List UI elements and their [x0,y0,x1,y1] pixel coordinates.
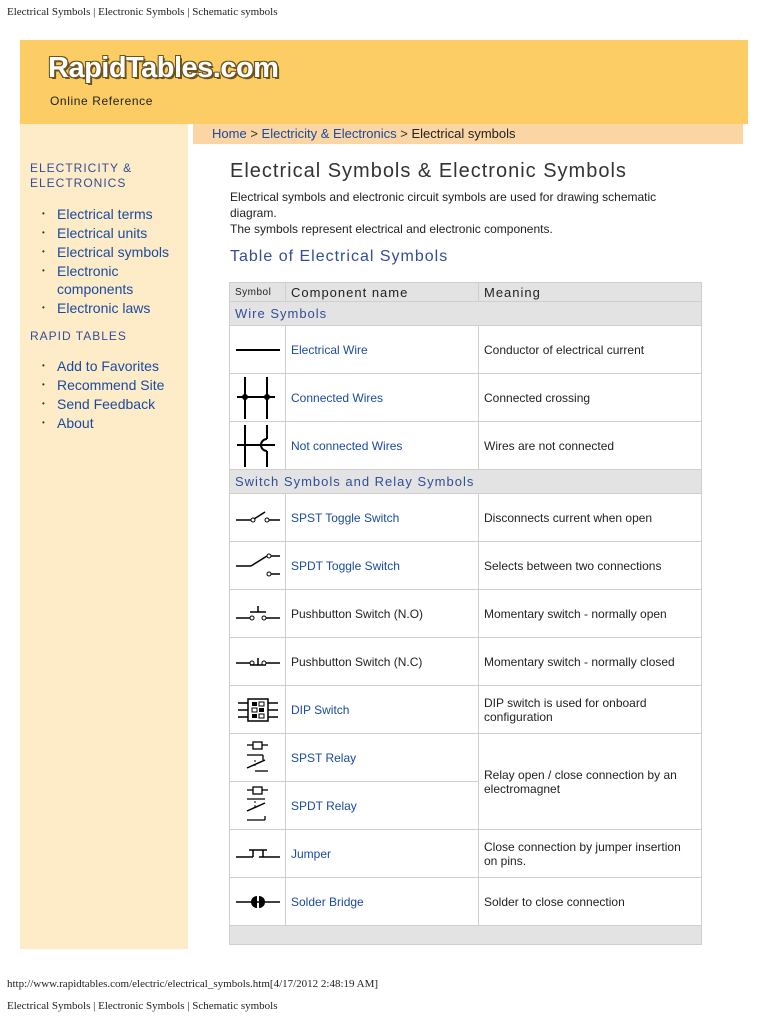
dip-switch-icon [230,686,286,734]
print-footer-url: http://www.rapidtables.com/electric/electrical_symbols.htm[4/17/2012 2:48:19 AM] [7,978,379,990]
component-link-spst-toggle-switch[interactable]: SPST Toggle Switch [291,510,400,525]
component-link-spdt-toggle-switch[interactable]: SPDT Toggle Switch [291,558,400,573]
meaning-cell: Wires are not connected [479,422,702,470]
table-row [230,494,702,542]
meaning-cell: Relay open / close connection by an electromagnet [479,734,702,830]
meaning-cell: Solder to close connection [479,878,702,926]
table-row [230,878,702,926]
spst-toggle-switch-icon [230,494,286,542]
table-title: Table of Electrical Symbols [230,248,449,265]
pushbutton-nc-icon [230,638,286,686]
meaning-cell: Connected crossing [479,374,702,422]
sidebar-heading-rapid-tables: RAPID TABLES [30,329,127,343]
not-connected-wires-icon [230,422,286,470]
intro-line-1: Electrical symbols and electronic circuit symbols are used for drawing schematic diagram. [230,190,657,220]
group-title-switch: Switch Symbols and Relay Symbols [230,470,702,494]
sidebar-list-electricity [30,205,185,318]
component-link-spdt-relay[interactable]: SPDT Relay [291,798,357,813]
sidebar-item-electronic-laws[interactable]: • Electronic laws [30,299,185,317]
sidebar-item-electrical-symbols[interactable]: • Electrical symbols [30,243,185,261]
sidebar-item-recommend-site[interactable]: • Recommend Site [30,376,185,394]
site-logo[interactable]: RapidTables.com [48,52,279,84]
component-name-pushbutton-nc: Pushbutton Switch (N.C) [291,654,423,669]
spdt-relay-icon [230,782,286,830]
component-link-connected-wires[interactable]: Connected Wires [291,390,384,405]
connected-wires-icon [230,374,286,422]
page-title: Electrical Symbols & Electronic Symbols [230,160,627,182]
table-row [230,638,702,686]
intro-text [230,189,700,237]
sidebar-item-add-favorites[interactable]: • Add to Favorites [30,357,185,375]
site-banner [20,40,748,124]
component-link-solder-bridge[interactable]: Solder Bridge [291,894,364,909]
table-row [230,422,702,470]
table-row [230,374,702,422]
meaning-cell: DIP switch is used for onboard configuration [479,686,702,734]
print-header-title: Electrical Symbols | Electronic Symbols | Schematic symbols [7,6,278,18]
component-link-jumper[interactable]: Jumper [291,846,332,861]
meaning-cell: Momentary switch - normally closed [479,638,702,686]
meaning-cell: Selects between two connections [479,542,702,590]
sidebar-list-rapid-tables [30,357,185,433]
meaning-cell: Close connection by jumper insertion on pins. [479,830,702,878]
table-row [230,830,702,878]
sidebar-item-about[interactable]: • About [30,414,185,432]
jumper-icon [230,830,286,878]
symbols-table [229,282,702,945]
sidebar-heading-electricity: ELECTRICITY & ELECTRONICS [30,161,133,190]
solder-bridge-icon [230,878,286,926]
component-link-spst-relay[interactable]: SPST Relay [291,750,357,765]
component-name-pushbutton-no: Pushbutton Switch (N.O) [291,606,424,621]
table-row [230,686,702,734]
component-link-not-connected-wires[interactable]: Not connected Wires [291,438,403,453]
table-row [230,326,702,374]
intro-line-2: The symbols represent electrical and electronic components. [230,222,553,236]
component-link-dip-switch[interactable]: DIP Switch [291,702,350,717]
breadcrumb-current: Electrical symbols [411,126,516,141]
meaning-cell: Disconnects current when open [479,494,702,542]
table-row [230,542,702,590]
breadcrumb-electricity[interactable]: Electricity & Electronics [261,126,397,141]
table-row [230,590,702,638]
group-row-wire [230,302,702,326]
spdt-toggle-switch-icon [230,542,286,590]
sidebar-item-send-feedback[interactable]: • Send Feedback [30,395,185,413]
table-header-row [230,283,702,302]
table-footer-row [230,926,702,945]
header-symbol: Symbol [230,283,286,302]
pushbutton-no-icon [230,590,286,638]
electrical-wire-icon [230,326,286,374]
sidebar [20,124,188,949]
print-footer-title: Electrical Symbols | Electronic Symbols | Schematic symbols [7,1000,278,1012]
site-tagline: Online Reference [50,94,153,108]
group-title-wire: Wire Symbols [230,302,702,326]
table-footer-cell [230,926,702,945]
sidebar-item-electrical-units[interactable]: • Electrical units [30,224,185,242]
breadcrumb-separator: > [400,126,408,141]
header-component-name: Component name [286,283,479,302]
sidebar-item-electronic-components[interactable]: • Electronic components [30,262,185,298]
component-link-electrical-wire[interactable]: Electrical Wire [291,342,368,357]
breadcrumb [193,124,743,144]
group-row-switch [230,470,702,494]
meaning-cell: Momentary switch - normally open [479,590,702,638]
spst-relay-icon [230,734,286,782]
header-meaning: Meaning [479,283,702,302]
breadcrumb-separator: > [250,126,258,141]
breadcrumb-home[interactable]: Home [212,126,247,141]
meaning-cell: Conductor of electrical current [479,326,702,374]
sidebar-item-electrical-terms[interactable]: • Electrical terms [30,205,185,223]
table-row [230,734,702,782]
